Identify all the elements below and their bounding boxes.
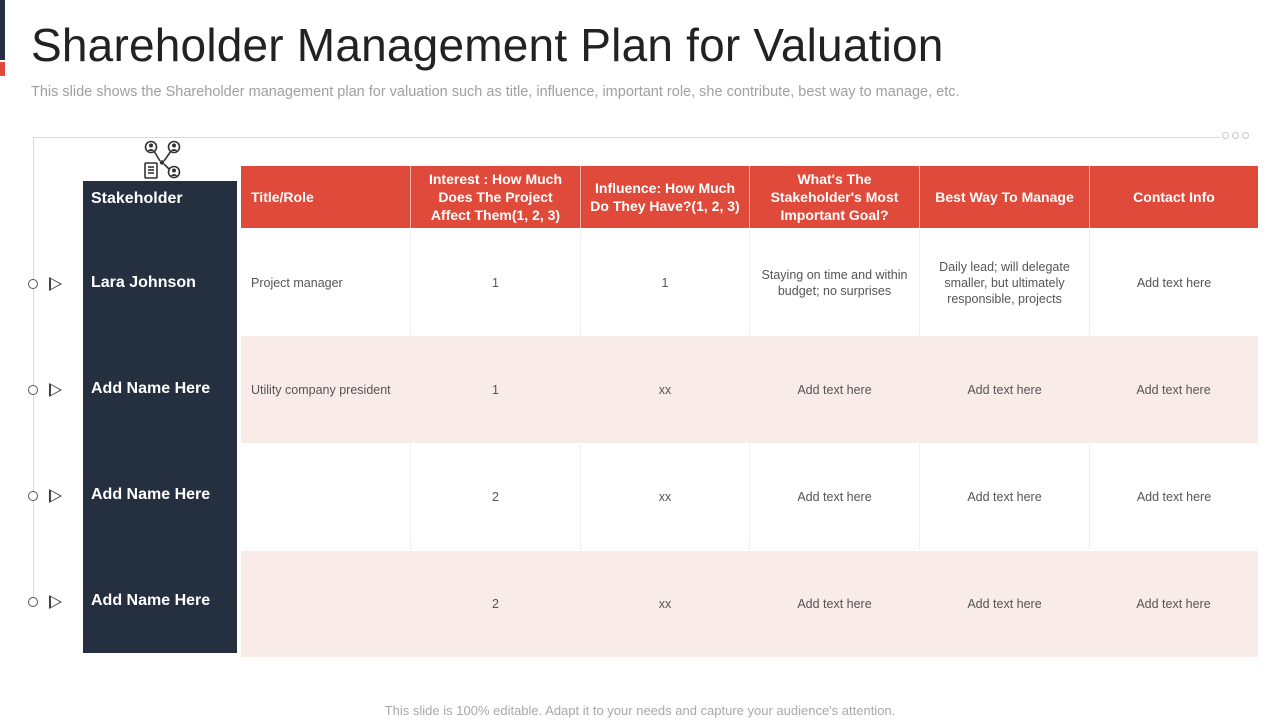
timeline-line <box>33 137 34 607</box>
accent-bar-red <box>0 62 5 76</box>
cell-contact: Add text here <box>1090 551 1258 657</box>
cell-interest: 1 <box>411 336 581 443</box>
cell-influence: xx <box>581 444 750 550</box>
column-header-influence: Influence: How Much Do They Have?(1, 2, 3) <box>581 166 750 228</box>
cell-interest: 2 <box>411 444 581 550</box>
cell-title-role: Project manager <box>241 230 411 335</box>
table-row <box>241 444 1258 550</box>
column-header-goal: What's The Stakeholder's Most Important Goal? <box>750 166 920 228</box>
cell-title-role <box>241 551 411 657</box>
row-marker-icon <box>28 383 62 397</box>
column-header-title-role: Title/Role <box>241 166 411 228</box>
cell-interest: 1 <box>411 230 581 335</box>
row-marker-icon <box>28 489 62 503</box>
stakeholder-name: Add Name Here <box>91 592 211 609</box>
cell-title-role: Utility company president <box>241 336 411 443</box>
divider-line <box>34 137 1220 138</box>
cell-influence: xx <box>581 336 750 443</box>
stakeholder-name: Add Name Here <box>91 380 211 397</box>
cell-manage: Add text here <box>920 551 1090 657</box>
stakeholder-name: Add Name Here <box>91 486 211 503</box>
page-title: Shareholder Management Plan for Valuation <box>31 19 944 71</box>
cell-influence: 1 <box>581 230 750 335</box>
stakeholder-network-icon <box>140 140 184 180</box>
cell-manage: Add text here <box>920 444 1090 550</box>
cell-goal: Add text here <box>750 444 920 550</box>
cell-goal: Staying on time and within budget; no surprises <box>750 230 920 335</box>
cell-influence: xx <box>581 551 750 657</box>
cell-goal: Add text here <box>750 336 920 443</box>
page-subtitle: This slide shows the Shareholder management plan for valuation such as title, influence, important role, she contribute, best way to manage, etc. <box>31 84 960 100</box>
row-marker-icon <box>28 595 62 609</box>
column-header-contact: Contact Info <box>1133 189 1215 205</box>
cell-contact: Add text here <box>1136 275 1212 290</box>
cell-goal: Add text here <box>750 551 920 657</box>
cell-title-role <box>241 444 411 550</box>
cell-contact: Add text here <box>1090 336 1258 443</box>
table-row <box>241 230 1258 335</box>
decorative-dots <box>1222 132 1249 139</box>
cell-interest: 2 <box>411 551 581 657</box>
table-header <box>241 166 1258 228</box>
stakeholder-header: Stakeholder <box>91 190 183 207</box>
footer-note: This slide is 100% editable. Adapt it to your needs and capture your audience's attention. <box>384 703 896 718</box>
table-row <box>241 336 1258 443</box>
cell-manage: Add text here <box>920 336 1090 443</box>
cell-contact: Add text here <box>1136 490 1212 504</box>
accent-bar-dark <box>0 0 5 60</box>
column-header-manage: Best Way To Manage <box>920 166 1090 228</box>
column-header-interest: Interest : How Much Does The Project Affect Them(1, 2, 3) <box>411 166 581 228</box>
cell-manage: Daily lead; will delegate smaller, but ultimately responsible, projects <box>920 230 1090 335</box>
row-marker-icon <box>28 277 62 291</box>
stakeholder-column <box>83 181 237 653</box>
table-row <box>241 551 1258 657</box>
stakeholder-name: Lara Johnson <box>91 274 196 291</box>
